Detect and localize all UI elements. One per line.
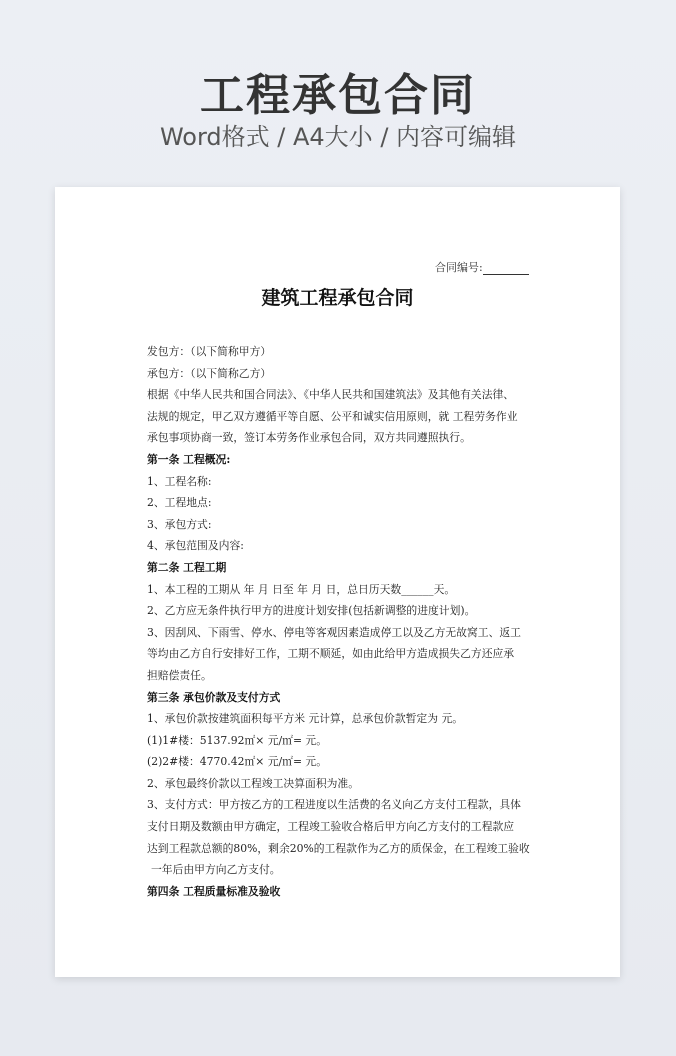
article-heading: 第三条 承包价款及支付方式 [147,690,281,704]
article-heading: 第一条 工程概况: [147,452,231,466]
clause-line: (2)2#楼：4770.42㎡× 元/㎡= 元。 [147,755,328,769]
clause-line: 1、本工程的工期从 年 月 日至 年 月 日，总日历天数______天。 [147,582,456,596]
article-heading: 第二条 工程工期 [147,560,227,574]
contract-number-blank [483,264,529,275]
clause-line: (1)1#楼：5137.92㎡× 元/㎡= 元。 [147,733,328,747]
clause-line: 2、乙方应无条件执行甲方的进度计划安排(包括新调整的进度计划)。 [147,604,476,618]
clause-line: 3、支付方式：甲方按乙方的工程进度以生活费的名义向乙方支付工程款，具体 [147,798,521,812]
clause-line: 2、承包最终价款以工程竣工决算面积为准。 [147,776,360,790]
contract-number-label: 合同编号: [435,261,483,274]
clause-line: 支付日期及数额由甲方确定，工程竣工验收合格后甲方向乙方支付的工程款应 [147,820,515,834]
document-body [147,341,537,902]
preamble-line: 承包事项协商一致，签订本劳务作业承包合同，双方共同遵照执行。 [147,431,471,445]
party-a-line: 发包方：（以下简称甲方） [147,345,272,358]
document-title: 建筑工程承包合同 [261,287,414,309]
clause-line: 2、工程地点: [147,496,212,510]
document-page [55,187,620,977]
clause-line: 担赔偿责任。 [147,668,212,682]
preamble-line: 法规的规定，甲乙双方遵循平等自愿、公平和诚实信用原则，就 工程劳务作业 [147,409,518,423]
banner-title: 工程承包合同 [200,70,476,121]
article-heading: 第四条 工程质量标准及验收 [147,884,281,898]
contract-number-field [435,259,529,275]
banner-subtitle: Word格式 / A4大小 / 内容可编辑 [159,123,517,151]
clause-line: 1、工程名称: [147,474,212,488]
clause-line: 一年后由甲方向乙方支付。 [151,863,281,877]
clause-line: 等均由乙方自行安排好工作，工期不顺延，如由此给甲方造成损失乙方还应承 [147,647,515,661]
party-b-line: 承包方：（以下简称乙方） [147,366,272,380]
clause-line: 3、承包方式: [147,517,212,531]
clause-line: 4、承包范围及内容: [147,539,244,553]
clause-line: 达到工程款总额的80%，剩余20%的工程款作为乙方的质保金，在工程竣工验收 [147,841,530,855]
preamble-line: 根据《中华人民共和国合同法》、《中华人民共和国建筑法》及其他有关法律、 [147,388,515,402]
clause-line: 3、因刮风、下雨雪、停水、停电等客观因素造成停工以及乙方无故窝工、返工 [147,625,521,639]
clause-line: 1、承包价款按建筑面积每平方米 元计算，总承包价款暂定为 元。 [147,712,464,726]
